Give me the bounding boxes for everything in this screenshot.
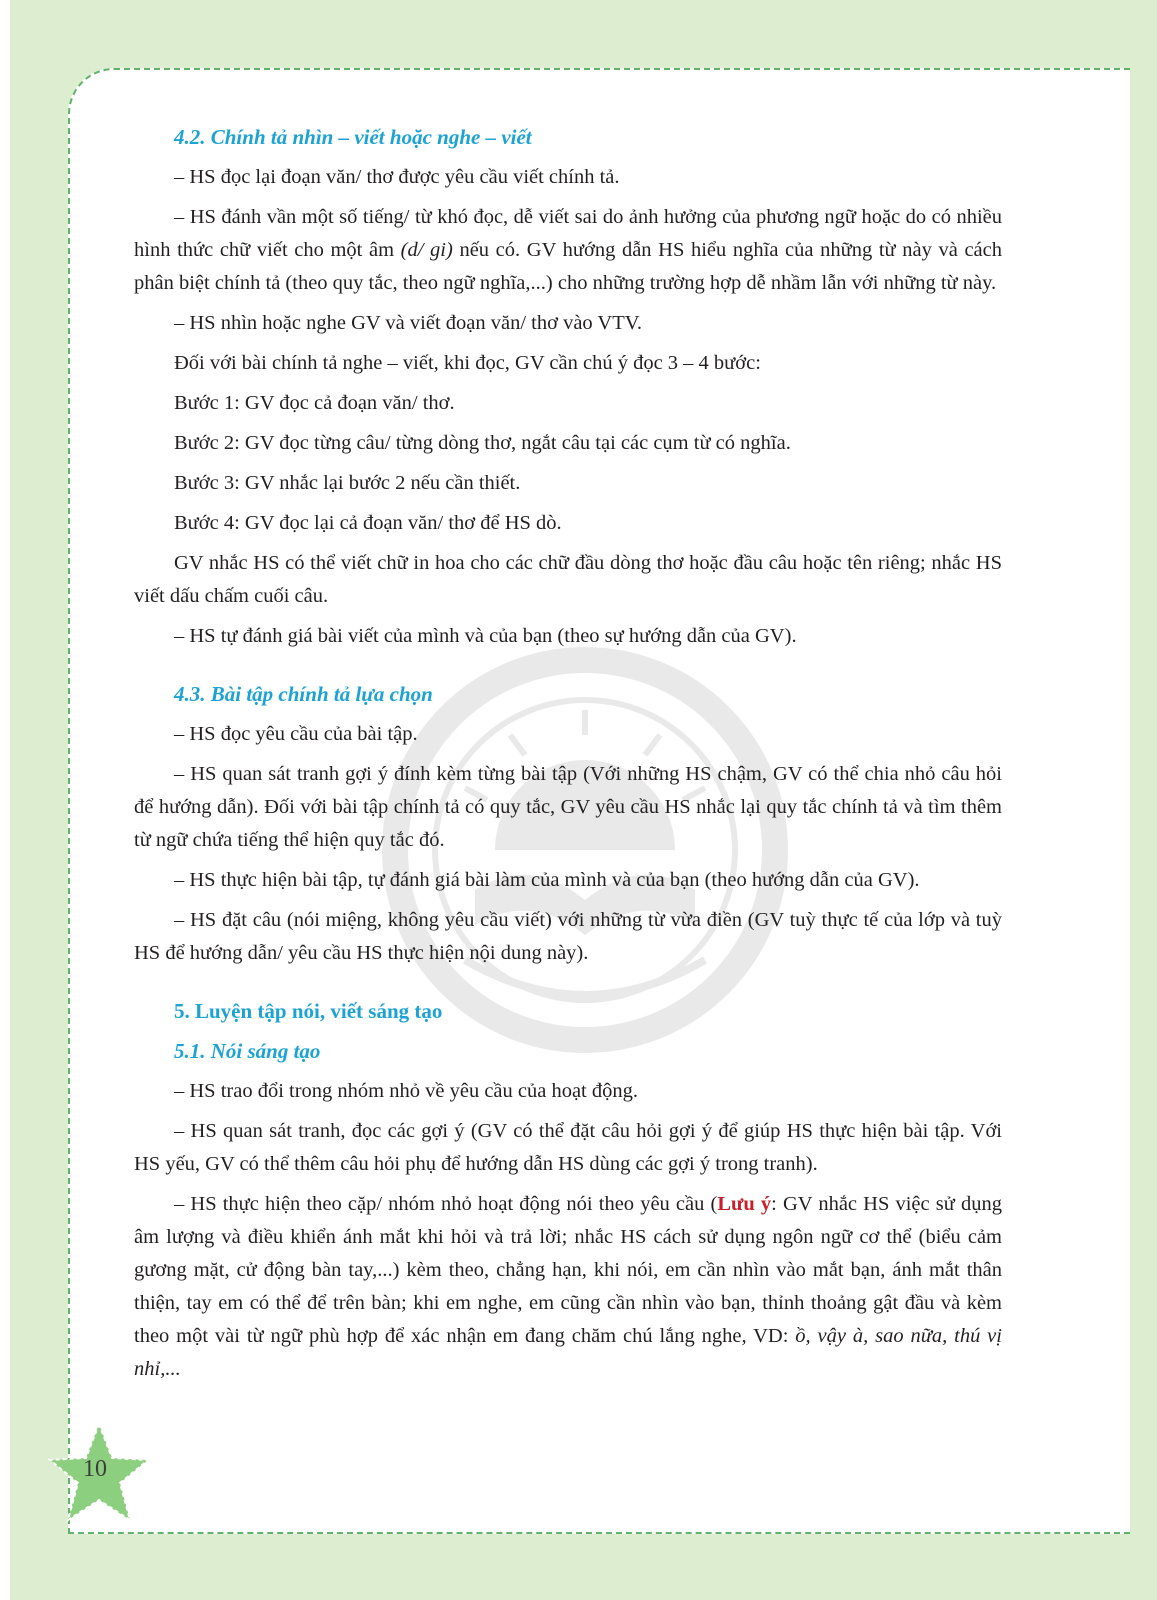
paragraph: Đối với bài chính tả nghe – viết, khi đọc, GV cần chú ý đọc 3 – 4 bước: bbox=[174, 352, 761, 374]
page-number: 10 bbox=[83, 1456, 107, 1482]
section-heading-4-3: 4.3. Bài tập chính tả lựa chọn bbox=[174, 682, 433, 706]
paragraph: – HS nhìn hoặc nghe GV và viết đoạn văn/ thơ vào VTV. bbox=[174, 312, 643, 334]
page-margin bbox=[0, 0, 10, 1600]
step-item: Bước 3: GV nhắc lại bước 2 nếu cần thiết. bbox=[174, 472, 521, 494]
paragraph: – HS đọc yêu cầu của bài tập. bbox=[174, 723, 418, 745]
section-heading-5-1: 5.1. Nói sáng tạo bbox=[174, 1039, 321, 1063]
paragraph: – HS tự đánh giá bài viết của mình và của bạn (theo sự hướng dẫn của GV). bbox=[174, 625, 797, 647]
step-item: Bước 1: GV đọc cả đoạn văn/ thơ. bbox=[174, 392, 455, 414]
paragraph: – HS đánh vần một số tiếng/ từ khó đọc, dễ viết sai do ảnh hưởng của phương ngữ hoặc do có nhiều hình thức chữ viết cho một âm (d/ gi) nếu có. GV hướng dẫn HS hiểu nghĩa của những từ này và cách phân biệt chính tả (theo quy tắc, theo ngữ nghĩa,...) cho những trường hợp dễ nhầm lẫn với những từ này. bbox=[134, 206, 1003, 294]
paragraph: – HS thực hiện theo cặp/ nhóm nhỏ hoạt động nói theo yêu cầu (Lưu ý: GV nhắc HS việc sử dụng âm lượng và điều khiển ánh mắt khi hỏi và trả lời; nhắc HS cách sử dụng ngôn ngữ cơ thể (biểu cảm gương mặt, cử động bàn tay,...) kèm theo, chẳng hạn, khi nói, em cần nhìn vào mắt bạn, ánh mắt thân thiện, tay em có thể để trên bàn; khi em nghe, em cũng cần nhìn vào bạn, thỉnh thoảng gật đầu và kèm theo một vài từ ngữ phù hợp để xác nhận em đang chăm chú lắng nghe, VD: ồ, vậy à, sao nữa, thú vị nhỉ,... bbox=[134, 1193, 1002, 1380]
paragraph: – HS trao đổi trong nhóm nhỏ về yêu cầu của hoạt động. bbox=[174, 1080, 639, 1102]
paragraph: – HS đọc lại đoạn văn/ thơ được yêu cầu viết chính tả. bbox=[174, 166, 620, 188]
note-label: Lưu ý bbox=[717, 1193, 772, 1215]
page-content bbox=[134, 121, 1002, 1386]
step-item: Bước 4: GV đọc lại cả đoạn văn/ thơ để HS dò. bbox=[174, 512, 562, 534]
paragraph: – HS thực hiện bài tập, tự đánh giá bài làm của mình và của bạn (theo hướng dẫn của GV). bbox=[174, 869, 920, 891]
step-item: Bước 2: GV đọc từng câu/ từng dòng thơ, ngắt câu tại các cụm từ có nghĩa. bbox=[174, 432, 791, 454]
paragraph: – HS đặt câu (nói miệng, không yêu cầu viết) với những từ vừa điền (GV tuỳ thực tế của lớp và tuỳ HS để hướng dẫn/ yêu cầu HS thực hiện nội dung này). bbox=[134, 909, 1002, 964]
paragraph: – HS quan sát tranh gợi ý đính kèm từng bài tập (Với những HS chậm, GV có thể chia nhỏ câu hỏi để hướng dẫn). Đối với bài tập chính tả có quy tắc, GV yêu cầu HS nhắc lại quy tắc chính tả và tìm thêm từ ngữ chứa tiếng thể hiện quy tắc đó. bbox=[134, 763, 1002, 851]
paragraph: – HS quan sát tranh, đọc các gợi ý (GV có thể đặt câu hỏi gợi ý để giúp HS thực hiện bài tập. Với HS yếu, GV có thể thêm câu hỏi phụ để hướng dẫn HS dùng các gợi ý trong tranh). bbox=[134, 1120, 1002, 1175]
paragraph: GV nhắc HS có thể viết chữ in hoa cho các chữ đầu dòng thơ hoặc đầu câu hoặc tên riêng; nhắc HS viết dấu chấm cuối câu. bbox=[134, 552, 1002, 607]
section-heading-5: 5. Luyện tập nói, viết sáng tạo bbox=[174, 999, 443, 1023]
section-heading-4-2: 4.2. Chính tả nhìn – viết hoặc nghe – viết bbox=[174, 125, 532, 149]
